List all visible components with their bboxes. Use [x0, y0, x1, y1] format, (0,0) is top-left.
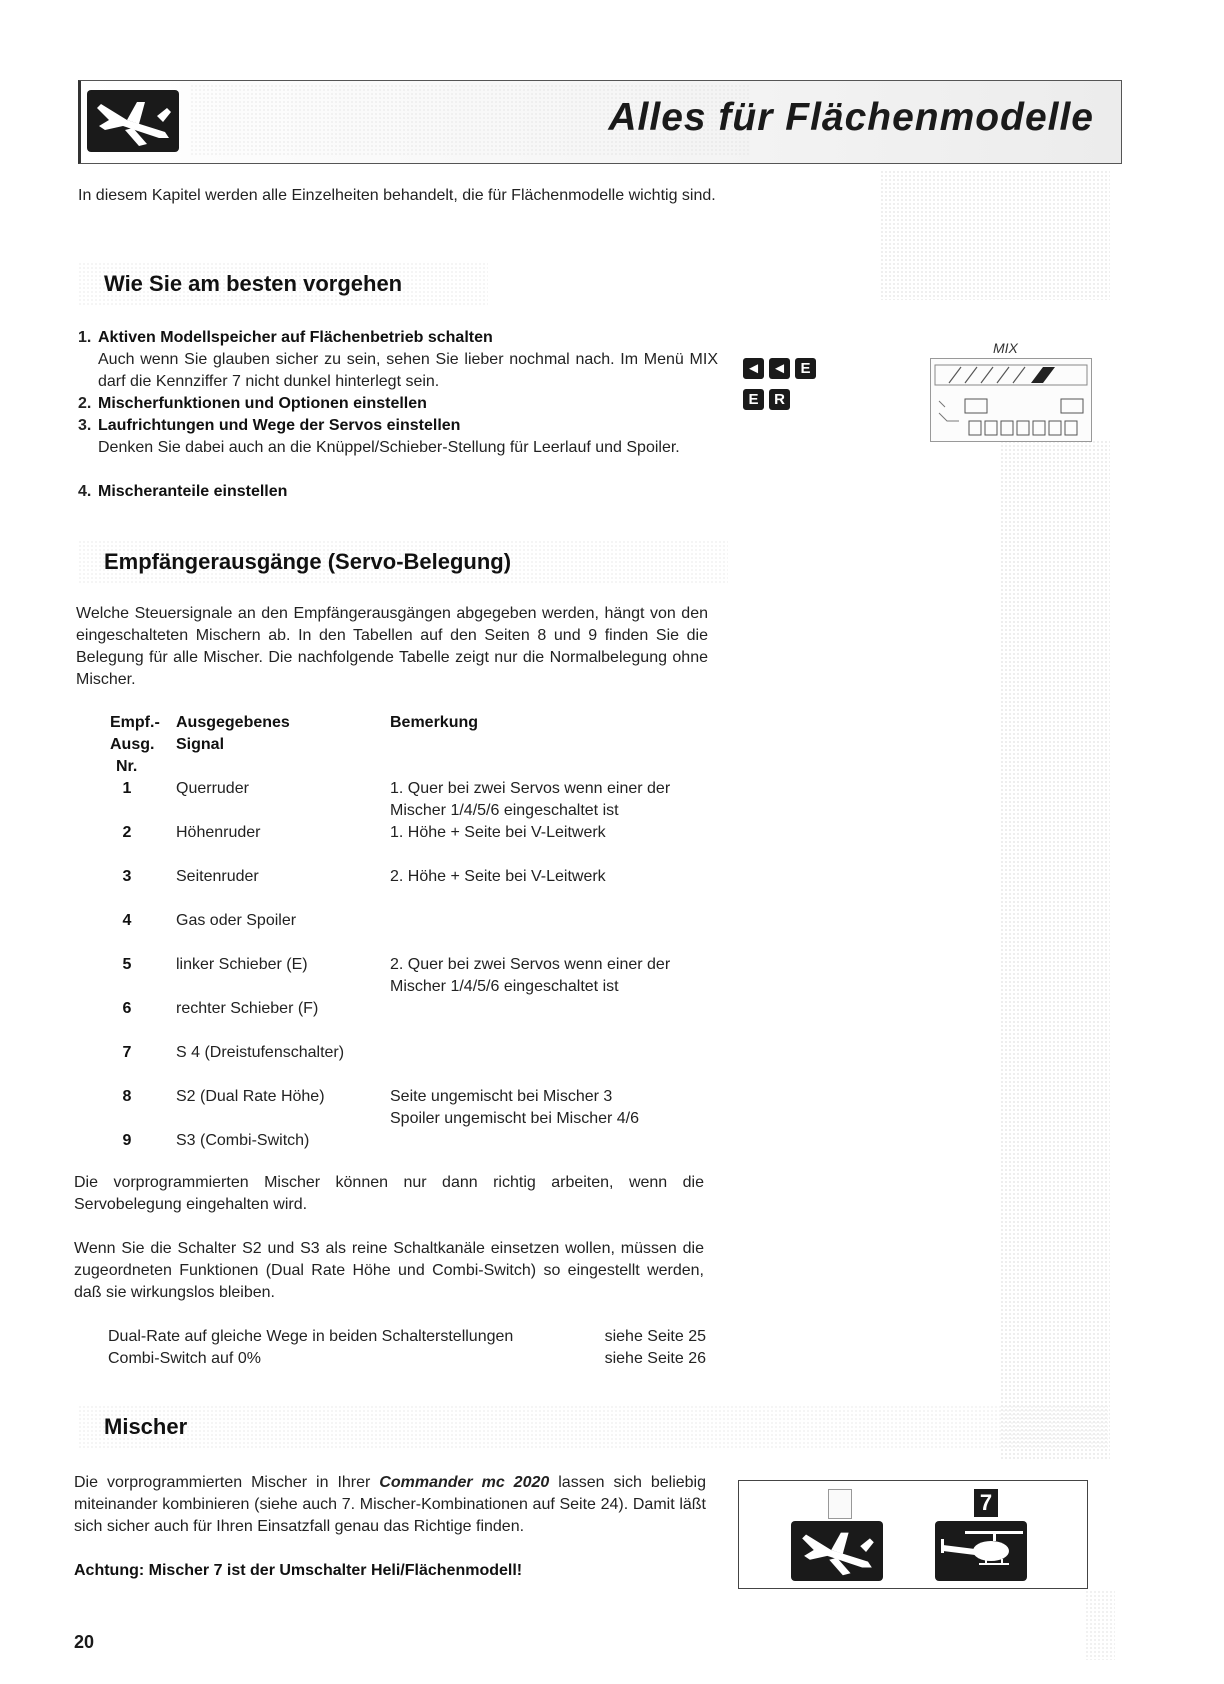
mixer-number-badge: 7 — [974, 1489, 998, 1517]
step-body: Denken Sie dabei auch an die Knüppel/Schieber-Stellung für Leerlauf und Spoiler. — [98, 439, 680, 456]
key-left-arrow: ◄ — [743, 358, 764, 379]
header-cell: Signal — [176, 736, 225, 753]
list-item — [78, 327, 718, 393]
list-item — [78, 393, 718, 415]
table-cell-signal: Höhenruder — [176, 824, 261, 841]
steps-list — [78, 327, 718, 507]
table-cell-signal: Gas oder Spoiler — [176, 912, 297, 929]
warning-text: Achtung: Mischer 7 ist der Umschalter Heli/Flächenmodell! — [74, 1562, 523, 1579]
page-number: 20 — [74, 1632, 95, 1652]
table-cell-signal: S2 (Dual Rate Höhe) — [176, 1088, 325, 1105]
table-cell-signal: linker Schieber (E) — [176, 956, 308, 973]
helicopter-icon — [935, 1521, 1027, 1581]
ref-row — [108, 1348, 706, 1370]
header-cell: Ausg. — [110, 736, 155, 753]
key-e: E — [795, 358, 816, 379]
table-cell-note: 2. Höhe + Seite bei V-Leitwerk — [390, 868, 606, 885]
step-title: Aktiven Modellspeicher auf Flächenbetrieb schalten — [98, 329, 493, 346]
para-servo-assignment: Die vorprogrammierten Mischer können nur dann richtig arbeiten, wenn die Servobelegung eingehalten wird. — [74, 1174, 704, 1213]
text-run: lassen sich beliebig miteinander kombinieren (siehe auch 7. Mischer-Kombinationen auf Seite 24). Damit läßt sich sicher auch für Ihren Einsatzfall genau das Richtige finden. — [74, 1474, 706, 1535]
header-cell: Nr. — [116, 758, 138, 775]
text-run: Die vorprogrammierten Mischer in Ihrer — [74, 1474, 380, 1491]
step-number: 1. — [78, 329, 92, 346]
table-cell-note: Spoiler ungemischt bei Mischer 4/6 — [390, 1110, 640, 1127]
step-number: 2. — [78, 395, 92, 412]
table-cell-signal: S3 (Combi-Switch) — [176, 1132, 310, 1149]
servo-table — [100, 712, 720, 1152]
table-cell-note: Mischer 1/4/5/6 eingeschaltet ist — [390, 802, 619, 819]
table-cell-nr: 1 — [122, 780, 132, 797]
list-item — [78, 415, 718, 459]
step-body: Auch wenn Sie glauben sicher zu sein, sehen Sie lieber nochmal nach. Im Menü MIX darf die Kennziffer 7 nicht dunkel hinterlegt sein. — [98, 351, 718, 390]
table-cell-note: Mischer 1/4/5/6 eingeschaltet ist — [390, 978, 619, 995]
lcd-label: MIX — [993, 340, 1018, 356]
mixer-illustration — [738, 1480, 1088, 1589]
airplane-icon — [87, 90, 179, 152]
keypad-keys — [743, 358, 843, 410]
para-switches: Wenn Sie die Schalter S2 und S3 als reine Schaltkanäle einsetzen wollen, müssen die zugeordneten Funktionen (Dual Rate Höhe und Combi-Switch) so eingestellt werden, daß sie wirkungslos bleiben. — [74, 1240, 704, 1301]
section-heading: Wie Sie am besten vorgehen — [104, 271, 403, 296]
section2-intro: Welche Steuersignale an den Empfängerausgängen abgegeben werden, hängt von den eingeschalteten Mischern ab. In den Tabellen auf den Seiten 8 und 9 finden Sie die Belegung für alle Mischer. Die nachfolgende Tabelle zeigt nur die Normalbelegung ohne Mischer. — [76, 605, 708, 688]
table-cell-nr: 4 — [122, 912, 132, 929]
margin-texture — [1000, 440, 1110, 1460]
ref-page: siehe Seite 25 — [604, 1328, 706, 1345]
table-header-col1 — [110, 712, 170, 778]
table-cell-note: Seite ungemischt bei Mischer 3 — [390, 1088, 613, 1105]
header-cell: Empf.- — [110, 714, 160, 731]
table-cell-nr: 6 — [122, 1000, 132, 1017]
ref-page: siehe Seite 26 — [604, 1350, 706, 1367]
table-cell-signal: S 4 (Dreistufenschalter) — [176, 1044, 345, 1061]
table-cell-nr: 2 — [122, 824, 132, 841]
table-cell-note: 2. Quer bei zwei Servos wenn einer der — [390, 956, 671, 973]
ref-row — [108, 1326, 706, 1348]
table-cell-nr: 7 — [122, 1044, 132, 1061]
table-cell-note: 1. Höhe + Seite bei V-Leitwerk — [390, 824, 606, 841]
table-cell-signal: Querruder — [176, 780, 249, 797]
key-e: E — [743, 389, 764, 410]
ref-text: Combi-Switch auf 0% — [108, 1350, 261, 1367]
step-number: 3. — [78, 417, 92, 434]
margin-texture — [880, 170, 1110, 300]
table-cell-nr: 9 — [122, 1132, 132, 1149]
ref-text: Dual-Rate auf gleiche Wege in beiden Schalterstellungen — [108, 1328, 514, 1345]
key-r: R — [769, 389, 790, 410]
table-header-col3: Bemerkung — [390, 714, 479, 731]
step-title: Mischeranteile einstellen — [98, 483, 288, 500]
table-cell-note: 1. Quer bei zwei Servos wenn einer der — [390, 780, 671, 797]
section-heading: Mischer — [104, 1414, 188, 1439]
section-heading: Empfängerausgänge (Servo-Belegung) — [104, 549, 512, 574]
page-title: Alles für Flächenmodelle — [608, 96, 1094, 139]
step-number: 4. — [78, 483, 92, 500]
lcd-display — [930, 358, 1092, 442]
step-title: Laufrichtungen und Wege der Servos einstellen — [98, 417, 461, 434]
table-cell-nr: 8 — [122, 1088, 132, 1105]
intro-text: In diesem Kapitel werden alle Einzelheiten behandelt, die für Flächenmodelle wichtig sind. — [78, 187, 716, 204]
section3-text — [74, 1472, 706, 1538]
key-left-arrow: ◄ — [769, 358, 790, 379]
table-cell-nr: 5 — [122, 956, 132, 973]
product-name: Commander mc 2020 — [379, 1474, 550, 1491]
margin-texture — [1085, 1590, 1115, 1660]
empty-checkbox-icon — [828, 1489, 852, 1519]
table-header-col2 — [176, 712, 376, 756]
list-item — [78, 481, 718, 503]
table-cell-signal: rechter Schieber (F) — [176, 1000, 319, 1017]
table-cell-nr: 3 — [122, 868, 132, 885]
airplane-icon — [791, 1521, 883, 1581]
step-title: Mischerfunktionen und Optionen einstellen — [98, 395, 427, 412]
header-cell: Ausgegebenes — [176, 714, 290, 731]
table-cell-signal: Seitenruder — [176, 868, 259, 885]
